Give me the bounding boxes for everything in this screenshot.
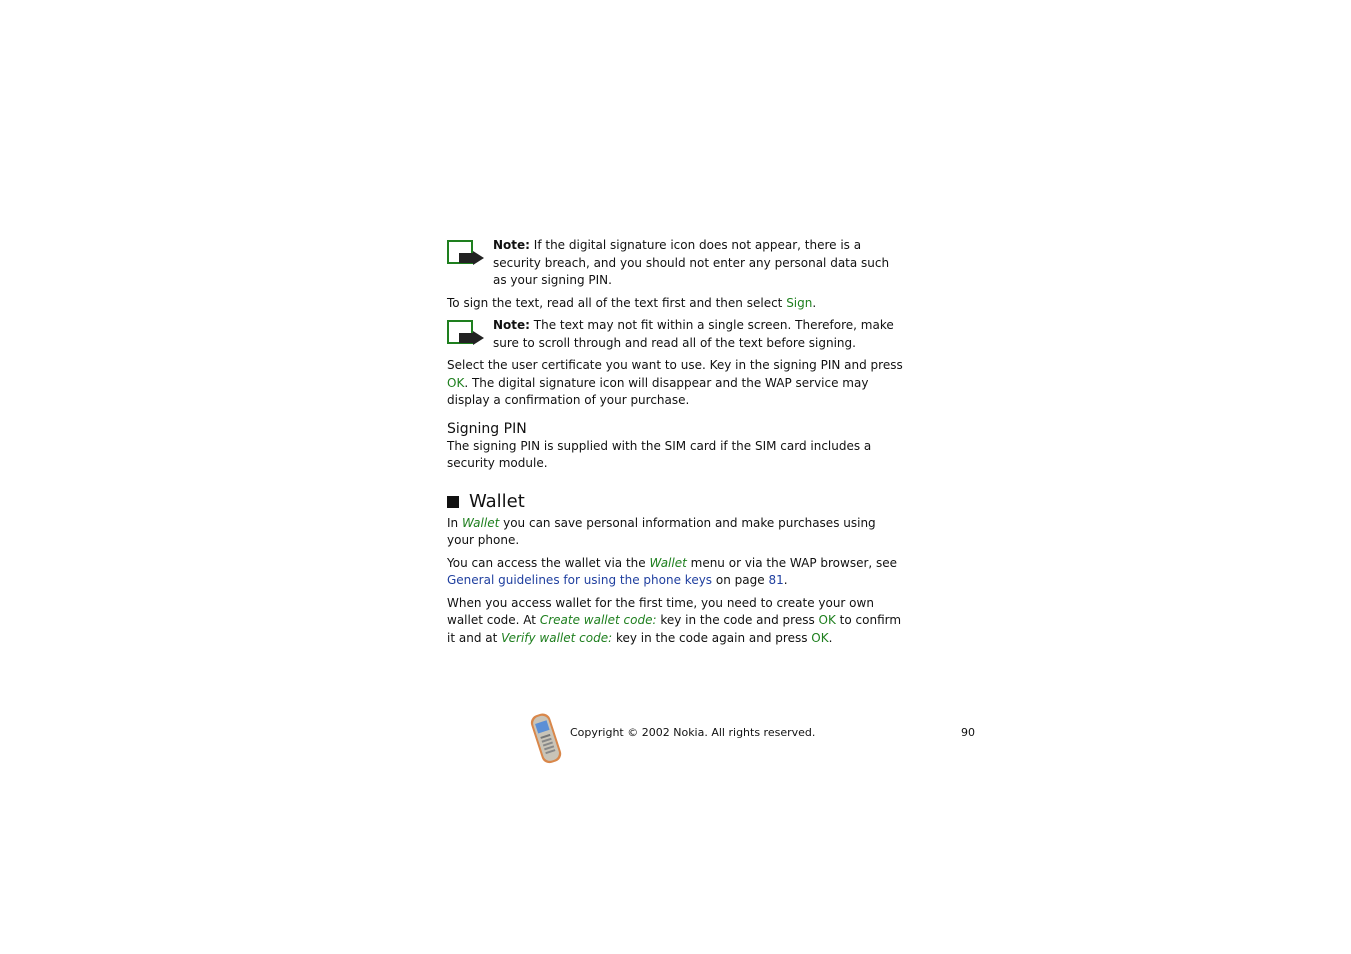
ok-term: OK [811,630,829,645]
note-icon [447,320,485,346]
note-icon [447,240,485,266]
note-label: Note: [493,238,530,252]
page-footer [527,710,977,766]
text: You can access the wallet via the [447,555,650,570]
select-text: Select the user certificate you want to use. Key in the signing PIN and press [447,358,903,372]
phone-image [527,710,567,766]
text: When you access wallet for the first time, you need to create your own wallet code. At [447,595,874,627]
sign-text: To sign the text, read all of the text first and then select [447,295,787,310]
content-column [447,237,903,647]
text: . [783,573,788,587]
select-post: . The digital signature icon will disappear and the WAP service may display a confirmation of your purchase. [447,375,869,407]
verify-wallet-code-term: Verify wallet code: [501,630,613,645]
sign-term: Sign [786,295,813,310]
wallet-term: Wallet [461,515,500,530]
note-block-1 [447,237,903,290]
note-text: The text may not fit within a single screen. Therefore, make sure to scroll through and read all of the text before signing. [493,318,894,350]
wallet-heading-text: Wallet [469,490,525,512]
section-square-icon [447,496,459,508]
ok-term: OK [447,375,465,390]
page-number: 90 [961,726,975,739]
wallet-paragraph-2 [447,555,903,590]
wallet-heading [447,491,903,513]
text: to confirm it and at [447,613,902,645]
note-label: Note: [493,318,530,332]
text: key in the code and press [656,613,819,627]
note-text: If the digital signature icon does not appear, there is a security breach, and you should not enter any personal data such as your signing PIN. [493,238,890,287]
note-paragraph-1 [493,237,903,290]
note-paragraph-2 [493,317,903,352]
signing-pin-paragraph: The signing PIN is supplied with the SIM card if the SIM card includes a security module. [447,438,872,470]
wallet-paragraph-3 [447,595,903,648]
sign-paragraph [447,295,903,313]
text: . [828,630,833,645]
text: you can save personal information and make purchases using your phone. [447,515,876,547]
create-wallet-code-term: Create wallet code: [539,613,657,627]
select-paragraph [447,357,903,410]
copyright-text: Copyright © 2002 Nokia. All rights reserved. [570,726,816,739]
sign-post: . [812,295,817,310]
wallet-term: Wallet [649,555,687,570]
wallet-paragraph-1 [447,515,903,550]
signing-pin-heading: Signing PIN [447,420,527,437]
guidelines-link[interactable]: General guidelines for using the phone keys [447,573,713,587]
page-link[interactable]: 81 [768,573,784,587]
note-block-2 [447,317,903,352]
text: In [447,515,462,530]
text: on page [712,573,769,587]
ok-term: OK [818,613,836,627]
text: key in the code again and press [612,630,812,645]
text: menu or via the WAP browser, see [686,555,898,570]
